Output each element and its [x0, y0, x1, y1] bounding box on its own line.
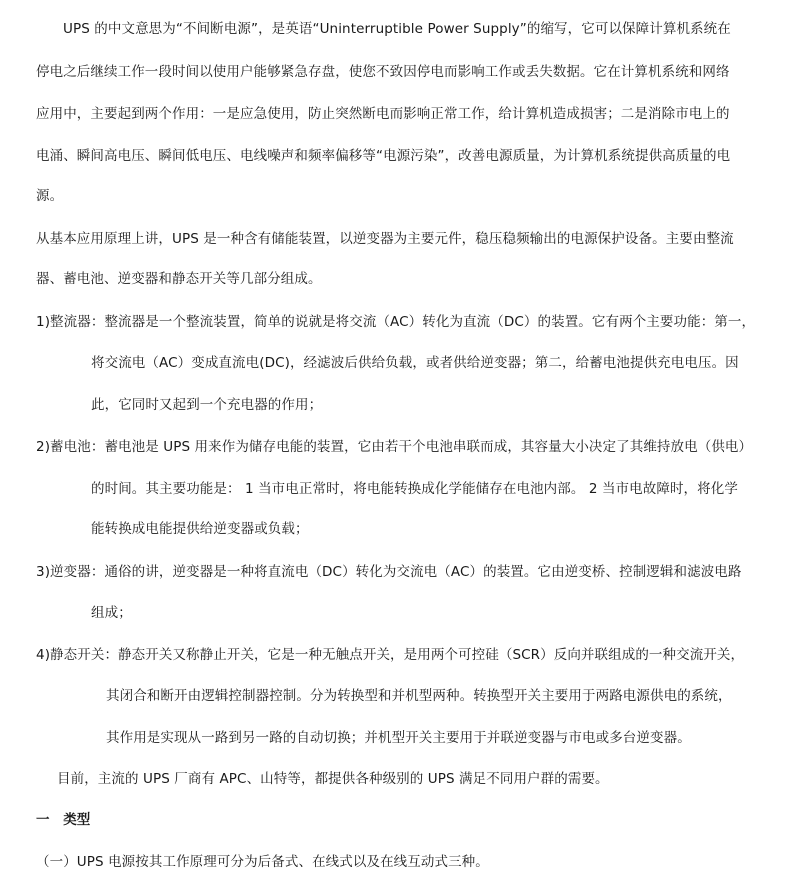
item-4-line-1: 4)静态开关：静态开关又称静止开关，它是一种无触点开关，是用两个可控硅（SCR）反向并联组成的一种交流开关，: [36, 647, 745, 663]
vendors-paragraph: 目前，主流的 UPS 厂商有 APC、山特等，都提供各种级别的 UPS 满足不同用户群的需要。: [57, 771, 609, 787]
item-2-line-2: 的时间。其主要功能是： 1 当市电正常时，将电能转换成化学能储存在电池内部。 2 当市电故障时，将化学: [91, 481, 738, 497]
item-2-line-3: 能转换成电能提供给逆变器或负载；: [91, 521, 309, 537]
paragraph-1-line-1: UPS 的中文意思为“不间断电源”，是英语“Uninterruptible Power Supply”的缩写，它可以保障计算机系统在: [63, 21, 731, 37]
item-4-line-3: 其作用是实现从一路到另一路的自动切换；并机型开关主要用于并联逆变器与市电或多台逆变器。: [106, 730, 691, 746]
item-1-line-1: 1)整流器：整流器是一个整流装置，简单的说就是将交流（AC）转化为直流（DC）的装置。它有两个主要功能：第一，: [36, 314, 756, 330]
section-heading: 一 类型: [36, 812, 91, 828]
subsection-line: （一）UPS 电源按其工作原理可分为后备式、在线式以及在线互动式三种。: [36, 854, 489, 870]
item-2-line-1: 2)蓄电池：蓄电池是 UPS 用来作为储存电能的装置，它由若干个电池串联而成，其容量大小决定了其维持放电（供电）: [36, 439, 753, 455]
item-1-line-2: 将交流电（AC）变成直流电(DC)，经滤波后供给负载，或者供给逆变器；第二，给蓄电池提供充电电压。因: [91, 355, 739, 371]
item-3-line-1: 3)逆变器：通俗的讲，逆变器是一种将直流电（DC）转化为交流电（AC）的装置。它由逆变桥、控制逻辑和滤波电路: [36, 564, 742, 580]
paragraph-2-line-1: 从基本应用原理上讲，UPS 是一种含有储能装置，以逆变器为主要元件，稳压稳频输出的电源保护设备。主要由整流: [36, 231, 734, 247]
item-3-line-2: 组成；: [91, 605, 132, 621]
paragraph-2-line-2: 器、蓄电池、逆变器和静态开关等几部分组成。: [36, 271, 322, 287]
paragraph-1-line-3: 应用中，主要起到两个作用：一是应急使用，防止突然断电而影响正常工作，给计算机造成损害；二是消除市电上的: [36, 106, 730, 122]
item-1-line-3: 此，它同时又起到一个充电器的作用；: [91, 397, 323, 413]
paragraph-1-line-4: 电涌、瞬间高电压、瞬间低电压、电线噪声和频率偏移等“电源污染”，改善电源质量，为计算机系统提供高质量的电: [36, 148, 731, 164]
paragraph-1-line-2: 停电之后继续工作一段时间以使用户能够紧急存盘，使您不致因停电而影响工作或丢失数据。它在计算机系统和网络: [36, 64, 730, 80]
paragraph-1-line-5: 源。: [36, 188, 64, 204]
item-4-line-2: 其闭合和断开由逻辑控制器控制。分为转换型和并机型两种。转换型开关主要用于两路电源供电的系统，: [106, 688, 732, 704]
